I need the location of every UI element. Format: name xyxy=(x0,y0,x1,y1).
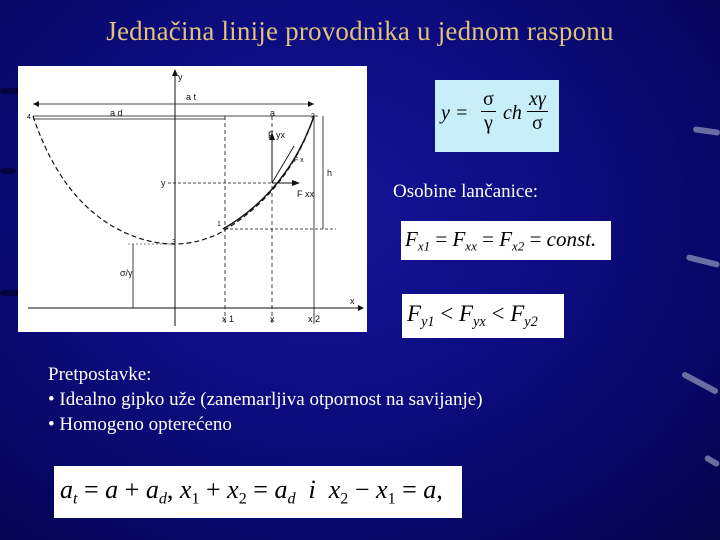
slide-title: Jednačina linije provodnika u jednom rasponu xyxy=(106,16,614,46)
x-axis-arrow xyxy=(358,305,364,311)
label-x-axis: x xyxy=(350,296,355,306)
catenary-diagram-svg xyxy=(18,66,367,332)
formula-vertical-force: $F_{y1} < F_{yx} < F_{y2}$ xyxy=(402,294,564,338)
catenary-xgamma-num: xγ xyxy=(529,88,546,110)
label-point-4: 4 xyxy=(27,114,31,121)
label-point-3: 3 xyxy=(172,239,176,246)
decor-streak xyxy=(0,290,20,296)
decor-streak xyxy=(0,168,16,174)
label-a: a xyxy=(270,108,276,118)
label-y-level: y xyxy=(161,178,166,188)
catenary-lhs: y = xyxy=(441,102,469,124)
label-fxx: F xx xyxy=(297,189,314,199)
catenary-sigma-den: σ xyxy=(531,112,543,134)
catenary-ch: ch xyxy=(503,102,522,124)
catenary-diagram xyxy=(18,66,367,332)
label-point-1: 1 xyxy=(217,221,221,228)
decor-streak xyxy=(686,254,720,268)
catenary-sigma-num: σ xyxy=(483,88,494,110)
decor-streak xyxy=(704,454,720,467)
decor-streak xyxy=(681,371,719,395)
label-x2: x 2 xyxy=(308,314,321,324)
assumption-item: • Idealno gipko uže (zanemarljiva otpornost na savijanje) xyxy=(48,389,483,410)
label-h: h xyxy=(327,168,333,178)
label-fx: F x xyxy=(294,157,304,164)
label-point-2: 2 xyxy=(311,113,315,120)
label-x1: x 1 xyxy=(222,314,235,324)
assumptions-heading: Pretpostavke: xyxy=(48,364,152,385)
label-a-d: a d xyxy=(110,108,123,118)
assumption-item: • Homogeno opterećeno xyxy=(48,414,232,435)
formula-horizontal-force: $F_{x1} = F_{xx} = F_{x2}$ = const. xyxy=(401,221,611,260)
assumptions-block xyxy=(48,362,483,437)
label-a-t: a t xyxy=(186,92,197,102)
catenary-properties-heading: Osobine lančanice: xyxy=(393,181,539,202)
label-fyx: F yx xyxy=(268,130,285,140)
label-sigma-gamma: σ/γ xyxy=(120,268,133,278)
catenary-gamma-den: γ xyxy=(483,112,493,134)
formula-catenary xyxy=(435,80,559,152)
label-x: x xyxy=(270,314,275,324)
label-y-axis: y xyxy=(178,72,183,82)
decor-streak xyxy=(693,126,720,136)
formula-spans: $a_t = a + a_d$, $x_1 + x_2 = a_d$ i $x_2 - x_1 = a$, xyxy=(54,466,462,518)
